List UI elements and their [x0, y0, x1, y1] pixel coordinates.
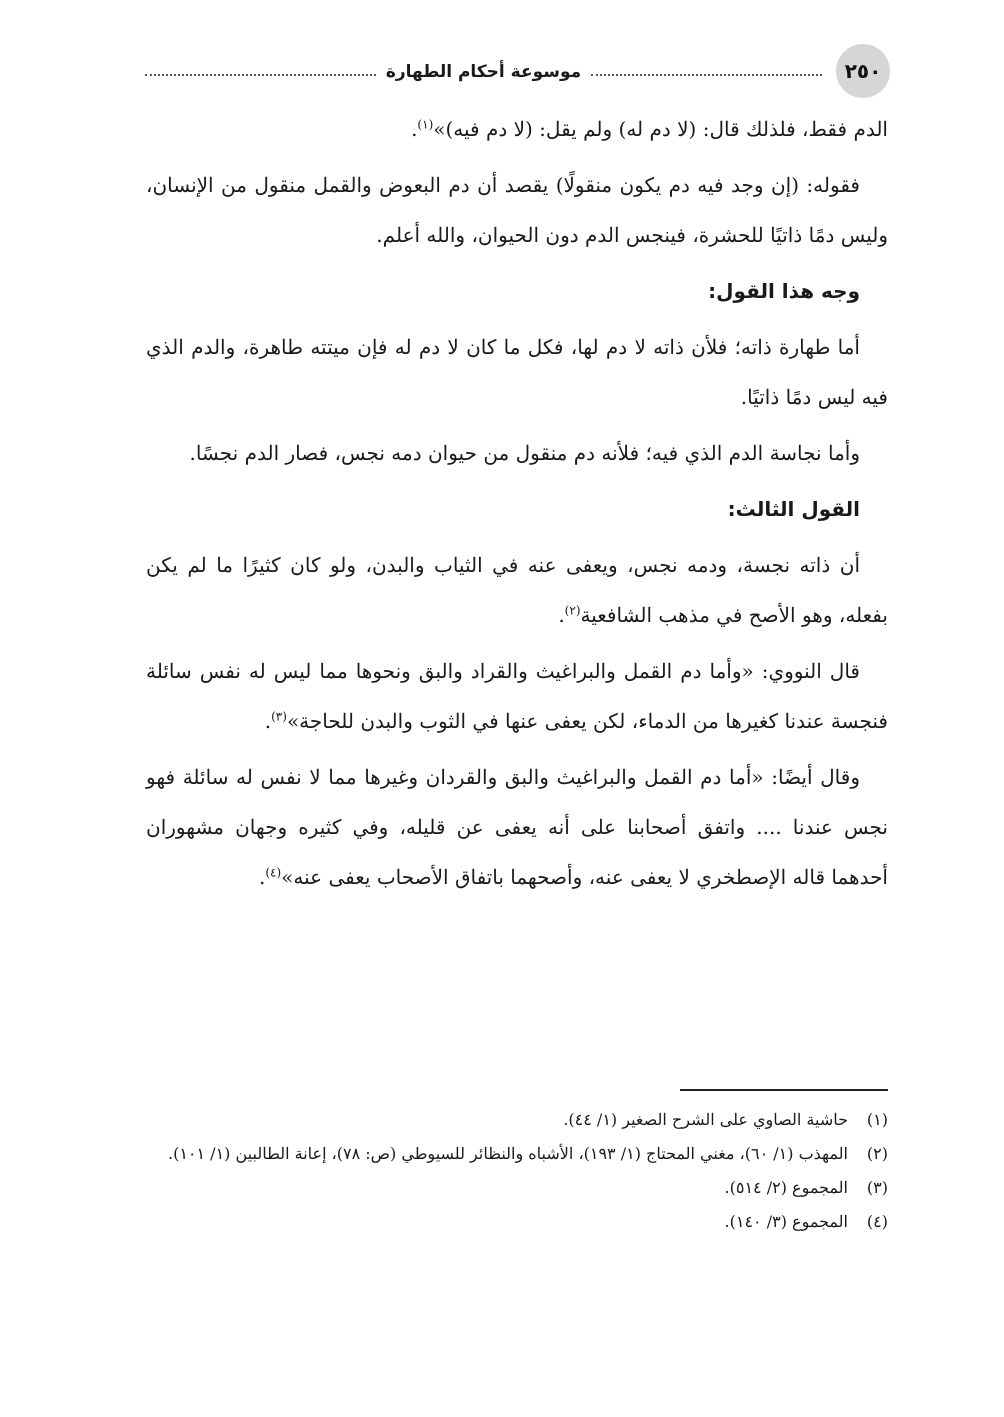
paragraph-2: فقوله: (إن وجد فيه دم يكون منقولًا) يقصد أن دم البعوض والقمل منقول من الإنسان، وليس دمًا ذاتيًا للحشرة، فينجس الدم دون الحيوان، والله أعلم.: [146, 173, 888, 247]
running-header: [145, 60, 822, 84]
paragraph-7: [146, 752, 888, 902]
footnote-1-text: حاشية الصاوي على الشرح الصغير (١/ ٤٤).: [563, 1110, 848, 1129]
footnote-1: [146, 1104, 888, 1136]
main-text: [146, 104, 888, 908]
footnote-3-text: المجموع (٢/ ٥١٤).: [724, 1178, 848, 1197]
paragraph-6-text: قال النووي: «وأما دم القمل والبراغيث والقراد والبق ونحوها مما ليس له نفس سائلة فنجسة عندنا كغيرها من الدماء، لكن يعفى عنها في الثوب والبدن للحاجة»: [146, 659, 888, 733]
paragraph-5-text: أن ذاته نجسة، ودمه نجس، ويعفى عنه في الثياب والبدن، ولو كان كثيرًا ما لم يكن بفعله، وهو الأصح في مذهب الشافعية: [146, 553, 888, 627]
paragraph-1-text: الدم فقط، فلذلك قال: (لا دم له) ولم يقل: (لا دم فيه)»: [433, 117, 888, 141]
paragraph-7-end: .: [258, 865, 266, 889]
header-dot-leader-right: [591, 74, 822, 76]
paragraph-5: [146, 540, 888, 640]
footnote-2-text: المهذب (١/ ٦٠)، مغني المحتاج (١/ ١٩٣)، الأشباه والنظائر للسيوطي (ص: ٧٨)، إعانة الطالبين (١/ ١٠١).: [167, 1144, 848, 1163]
footnote-3: [146, 1172, 888, 1204]
section-heading-third-opinion: القول الثالث:: [727, 497, 860, 521]
paragraph-1: [146, 104, 888, 154]
footnote-2-number: (٢): [866, 1144, 888, 1163]
footnotes: [146, 1104, 888, 1240]
footnote-2: [146, 1138, 888, 1170]
footnote-1-number: (١): [866, 1110, 888, 1129]
paragraph-7-text: وقال أيضًا: «أما دم القمل والبراغيث والبق والقردان وغيرها مما لا نفس له سائلة فهو نجس عندنا .... واتفق أصحابنا على أنه يعفى عن قليله، وفي كثيره وجهان مشهوران أحدهما قاله الإصطخري لا يعفى عنه، وأصحهما باتفاق الأصحاب يعفى عنه»: [146, 765, 888, 889]
footnote-ref-1[interactable]: (١): [417, 117, 434, 132]
paragraph-5-end: .: [558, 603, 565, 627]
footnote-4-number: (٤): [866, 1212, 888, 1231]
footnote-4-text: المجموع (٣/ ١٤٠).: [724, 1212, 848, 1231]
header-dot-leader-left: [145, 74, 376, 76]
footnote-ref-2[interactable]: (٢): [564, 603, 581, 618]
paragraph-6: [146, 646, 888, 746]
footnote-4: [146, 1206, 888, 1238]
page-number-badge: ٢٥٠: [836, 44, 890, 98]
footnote-separator: [680, 1089, 888, 1091]
footnote-ref-4[interactable]: (٤): [265, 865, 282, 880]
paragraph-4: وأما نجاسة الدم الذي فيه؛ فلأنه دم منقول من حيوان دمه نجس، فصار الدم نجسًا.: [189, 441, 860, 465]
paragraph-1-end: .: [411, 117, 418, 141]
paragraph-3: أما طهارة ذاته؛ فلأن ذاته لا دم لها، فكل ما كان لا دم له فإن ميتته طاهرة، والدم الذي فيه ليس دمًا ذاتيًا.: [146, 335, 888, 409]
book-title: موسوعة أحكام الطهارة: [385, 62, 582, 82]
page-header: [145, 40, 890, 96]
footnote-3-number: (٣): [866, 1178, 888, 1197]
section-heading-reason: وجه هذا القول:: [708, 279, 860, 303]
footnote-ref-3[interactable]: (٣): [271, 709, 287, 724]
paragraph-6-end: .: [264, 709, 272, 733]
